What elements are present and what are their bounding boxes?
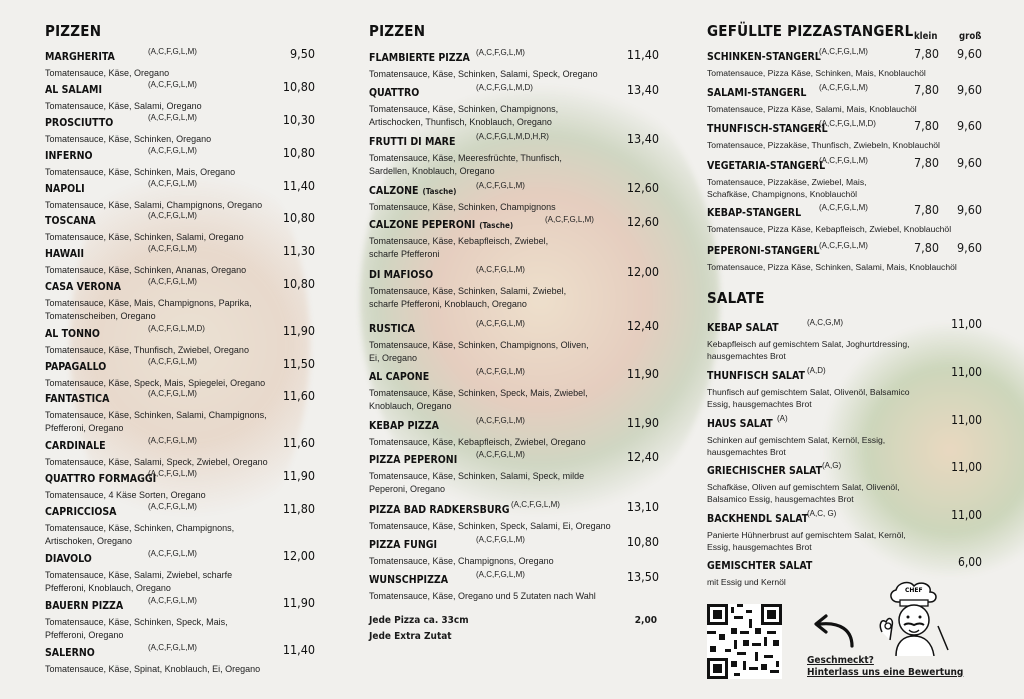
item-allergens: (A,C,F,G,L,M,D) [819, 119, 876, 128]
item-description: Tomatensauce, Käse, Schinken, Champignons, Artischoken, Oregano [45, 523, 235, 546]
item-price-large: 9,60 [957, 202, 983, 217]
item-description: Tomatensauce, Käse, Mais, Champignons, Paprika, Tomatenscheiben, Oregano [45, 298, 252, 321]
item-description: Tomatensauce, Käse, Schinken, Speck, Salami, Ei, Oregano [369, 521, 611, 531]
item-price: 10,80 [626, 534, 659, 549]
menu-item [45, 80, 315, 113]
item-description: Tomatensauce, Käse, Salami, Oregano [45, 101, 202, 111]
menu-item [45, 244, 315, 277]
item-price: 10,80 [282, 145, 315, 160]
item-name: BACKHENDL SALAT [707, 513, 809, 525]
item-price: 10,30 [282, 112, 315, 127]
curved-arrow-icon [812, 612, 856, 648]
item-name: GEMISCHTER SALAT [707, 560, 813, 572]
menu-item [45, 389, 315, 435]
item-allergens: (A,C, G) [807, 509, 837, 518]
item-price: 12,60 [626, 214, 659, 229]
item-name: INFERNO [45, 150, 93, 162]
item-name: QUATTRO [369, 87, 420, 99]
item-allergens: (A,C,F,G,L,M) [148, 549, 197, 558]
item-price: 11,00 [951, 508, 982, 522]
item-description: Tomatensauce, Käse, Schinken, Salami, Zwiebel, scharfe Pfefferoni, Knoblauch, Oregano [369, 286, 567, 309]
item-allergens: (A,C,F,G,L,M,D,H,R) [476, 132, 549, 141]
chef-icon [868, 580, 958, 656]
item-name: FLAMBIERTE PIZZA [369, 52, 470, 64]
menu-item [707, 83, 982, 115]
item-allergens: (A,C,F,G,L,M) [819, 83, 868, 92]
item-name: AL TONNO [45, 328, 100, 340]
item-price: 6,00 [957, 555, 982, 569]
item-price: 11,50 [282, 356, 315, 371]
section-title-pizzen: PIZZEN [45, 22, 102, 40]
item-name: NAPOLI [45, 183, 85, 195]
item-description: Tomatensauce, Käse, Schinken, Champignons, Artischocken, Thunfisch, Knoblauch, Oregano [369, 104, 559, 127]
menu-item [369, 83, 659, 129]
item-name: PIZZA PEPERONI [369, 454, 458, 466]
item-name: DI MAFIOSO [369, 269, 434, 281]
item-tag: (Tasche) [479, 221, 514, 230]
item-name: PROSCIUTTO [45, 117, 114, 129]
item-name: AL CAPONE [369, 371, 430, 383]
item-name: CALZONE PEPERONI [369, 219, 476, 231]
menu-item [707, 366, 982, 410]
item-description: Tomatensauce, Käse, Schinken, Salami, Champignons, Pfefferoni, Oregano [45, 410, 267, 433]
item-price: 11,00 [951, 460, 982, 474]
menu-item [369, 500, 659, 533]
menu-item [707, 461, 982, 505]
item-description: Tomatensauce, Käse, Schinken, Champignons, Oliven, Ei, Oregano [369, 340, 589, 363]
item-allergens: (A,C,F,G,L,M) [545, 215, 594, 224]
item-price: 10,80 [282, 210, 315, 225]
item-name: MARGHERITA [45, 51, 115, 63]
review-line-2[interactable]: Hinterlass uns eine Bewertung [807, 667, 964, 678]
item-allergens: (A,C,F,G,L,M) [476, 181, 525, 190]
item-description: Tomatensauce, Pizza Käse, Schinken, Salami, Mais, Knoblauchöl [707, 262, 957, 272]
review-call-to-action[interactable] [807, 655, 963, 679]
item-price: 11,40 [626, 47, 659, 62]
section-title-pizzen-2: PIZZEN [369, 22, 426, 40]
item-price: 11,90 [282, 595, 315, 610]
item-description: Panierte Hühnerbrust auf gemischtem Salat, Kernöl, Essig, hausgemachtes Brot [707, 530, 906, 552]
menu-item [45, 211, 315, 244]
item-description: Tomatensauce, Käse, Schinken, Speck, Mais, Zwiebel, Knoblauch, Oregano [369, 388, 588, 411]
item-allergens: (A,C,F,G,L,M) [148, 596, 197, 605]
item-description: Tomatensauce, Käse, Kebapfleisch, Zwiebel, Oregano [369, 437, 586, 447]
item-allergens: (A,C,F,G,L,M) [476, 48, 525, 57]
item-description: Tomatensauce, Käse, Spinat, Knoblauch, Ei, Oregano [45, 664, 261, 674]
item-name: WUNSCHPIZZA [369, 574, 449, 586]
item-description: Tomatensauce, Käse, Speck, Mais, Spiegelei, Oregano [45, 378, 266, 388]
item-allergens: (A) [777, 414, 788, 423]
menu-item [369, 215, 659, 261]
item-description: Thunfisch auf gemischtem Salat, Olivenöl, Balsamico Essig, hausgemachtes Brot [707, 387, 910, 409]
item-price: 12,00 [626, 264, 659, 279]
item-allergens: (A,C,F,G,L,M) [148, 469, 197, 478]
note-pizza-size: Jede Pizza ca. 33cm [369, 615, 469, 626]
item-name: CALZONE [369, 185, 419, 197]
section-title-salate: SALATE [707, 289, 765, 307]
item-name: GRIECHISCHER SALAT [707, 465, 823, 477]
menu-item [45, 469, 315, 502]
item-description: Tomatensauce, Käse, Schinken, Ananas, Oregano [45, 265, 247, 275]
item-price-large: 9,60 [957, 82, 983, 97]
item-allergens: (A,C,F,G,L,M) [148, 436, 197, 445]
menu-item [707, 241, 982, 273]
menu-item [369, 416, 659, 449]
item-name: RUSTICA [369, 323, 415, 335]
menu-item [369, 265, 659, 311]
item-price-small: 7,80 [914, 46, 940, 61]
item-description: Tomatensauce, Pizza Käse, Kebapfleisch, Zwiebel, Knoblauchöl [707, 224, 952, 234]
item-description: Kebapfleisch auf gemischtem Salat, Joghurtdressing, hausgemachtes Brot [707, 339, 910, 361]
item-price: 9,50 [289, 46, 315, 61]
menu-item [45, 643, 315, 676]
menu-item [707, 203, 982, 235]
item-price-large: 9,60 [957, 240, 983, 255]
item-price-small: 7,80 [914, 240, 940, 255]
menu-item [369, 48, 659, 81]
menu-item [369, 570, 659, 603]
item-price: 13,10 [626, 499, 659, 514]
item-description: mit Essig und Kernöl [707, 577, 786, 587]
item-allergens: (A,C,F,G,L,M) [148, 146, 197, 155]
item-name: HAUS SALAT [707, 418, 773, 430]
item-name: HAWAII [45, 248, 85, 260]
item-allergens: (A,C,F,G,L,M) [476, 416, 525, 425]
item-description: Tomatensauce, Käse, Oregano und 5 Zutaten nach Wahl [369, 591, 596, 601]
menu-item [707, 318, 982, 362]
item-allergens: (A,C,F,G,L,M) [148, 389, 197, 398]
item-name: VEGETARIA-STANGERL [707, 160, 826, 172]
item-price: 11,40 [282, 178, 315, 193]
item-price: 10,80 [282, 79, 315, 94]
menu-item [707, 47, 982, 79]
item-description: Tomatensauce, Käse, Schinken, Oregano [45, 134, 212, 144]
item-price: 11,60 [282, 388, 315, 403]
item-name: PEPERONI-STANGERL [707, 245, 820, 257]
item-name: SALAMI-STANGERL [707, 87, 807, 99]
item-allergens: (A,C,F,G,L,M) [476, 450, 525, 459]
item-name: KEBAP SALAT [707, 322, 779, 334]
item-allergens: (A,C,F,G,L,M) [148, 244, 197, 253]
item-price: 11,90 [626, 415, 659, 430]
menu-item [369, 132, 659, 178]
menu-item [45, 436, 315, 469]
item-name: THUNFISCH SALAT [707, 370, 805, 382]
item-name: SALERNO [45, 647, 95, 659]
item-price-large: 9,60 [957, 46, 983, 61]
item-price-small: 7,80 [914, 155, 940, 170]
item-name: FANTASTICA [45, 393, 110, 405]
item-price: 13,40 [626, 82, 659, 97]
menu-item [369, 181, 659, 214]
item-name: KEBAP PIZZA [369, 420, 439, 432]
item-description: Tomatensauce, Käse, Schinken, Salami, Speck, milde Peperoni, Oregano [369, 471, 585, 494]
item-name: THUNFISCH-STANGERL [707, 123, 828, 135]
item-description: Tomatensauce, 4 Käse Sorten, Oregano [45, 490, 206, 500]
item-name: PIZZA FUNGI [369, 539, 438, 551]
item-price: 12,40 [626, 449, 659, 464]
item-allergens: (A,C,F,G,L,M) [148, 357, 197, 366]
menu-item [369, 367, 659, 413]
item-description: Schafkäse, Oliven auf gemischtem Salat, Olivenöl, Balsamico Essig, hausgemachtes Brot [707, 482, 900, 504]
menu-item [45, 179, 315, 212]
menu-item [707, 509, 982, 553]
item-allergens: (A,C,F,G,L,M) [819, 47, 868, 56]
item-description: Tomatensauce, Käse, Schinken, Mais, Oregano [45, 167, 236, 177]
item-name: SCHINKEN-STANGERL [707, 51, 821, 63]
menu-item [45, 357, 315, 390]
item-description: Tomatensauce, Käse, Salami, Champignons, Oregano [45, 200, 263, 210]
item-price: 11,00 [951, 365, 982, 379]
menu-item [45, 113, 315, 146]
item-name: KEBAP-STANGERL [707, 207, 802, 219]
item-name: CARDINALE [45, 440, 106, 452]
qr-code[interactable] [707, 604, 782, 679]
item-price: 11,90 [282, 323, 315, 338]
item-allergens: (A,C,F,G,L,M) [148, 47, 197, 56]
menu-item [707, 119, 982, 151]
item-price: 11,90 [282, 468, 315, 483]
item-name: PAPAGALLO [45, 361, 107, 373]
item-allergens: (A,C,F,G,L,M) [148, 113, 197, 122]
item-allergens: (A,C,F,G,L,M) [148, 277, 197, 286]
item-description: Tomatensauce, Käse, Schinken, Speck, Mais, Pfefferoni, Oregano [45, 617, 228, 640]
item-price-small: 7,80 [914, 82, 940, 97]
item-allergens: (A,C,F,G,L,M) [476, 265, 525, 274]
item-allergens: (A,C,F,G,L,M) [148, 211, 197, 220]
item-allergens: (A,D) [807, 366, 826, 375]
item-description: Tomatensauce, Pizza Käse, Schinken, Mais, Knoblauchöl [707, 68, 926, 78]
item-allergens: (A,C,G,M) [807, 318, 843, 327]
item-name: PIZZA BAD RADKERSBURG [369, 504, 510, 516]
item-price: 11,00 [951, 317, 982, 331]
item-description: Tomatensauce, Käse, Champignons, Oregano [369, 556, 554, 566]
item-description: Tomatensauce, Käse, Thunfisch, Zwiebel, Oregano [45, 345, 249, 355]
item-name: DIAVOLO [45, 553, 92, 565]
item-name: TOSCANA [45, 215, 96, 227]
item-description: Tomatensauce, Käse, Schinken, Salami, Speck, Oregano [369, 69, 598, 79]
item-description: Tomatensauce, Käse, Salami, Speck, Zwiebel, Oregano [45, 457, 268, 467]
item-allergens: (A,G) [822, 461, 842, 470]
menu-item [45, 47, 315, 80]
size-label-small: klein [914, 31, 938, 42]
item-name: FRUTTI DI MARE [369, 136, 456, 148]
item-description: Tomatensauce, Käse, Salami, Zwiebel, scharfe Pfefferoni, Knoblauch, Oregano [45, 570, 233, 593]
item-allergens: (A,C,F,G,L,M) [476, 535, 525, 544]
item-price: 12,60 [626, 180, 659, 195]
item-price: 12,40 [626, 318, 659, 333]
item-description: Tomatensauce, Käse, Oregano [45, 68, 170, 78]
note-extra-ingredient: Jede Extra Zutat [369, 631, 452, 642]
item-name: AL SALAMI [45, 84, 102, 96]
item-description: Tomatensauce, Käse, Schinken, Salami, Oregano [45, 232, 244, 242]
item-description: Tomatensauce, Pizzakäse, Zwiebel, Mais, Schafkäse, Champignons, Knoblauchöl [707, 177, 867, 199]
item-allergens: (A,C,F,G,L,M) [148, 502, 197, 511]
item-price: 11,00 [951, 413, 982, 427]
item-tag: (Tasche) [422, 187, 457, 196]
item-price: 11,80 [282, 501, 315, 516]
item-description: Tomatensauce, Pizzakäse, Thunfisch, Zwiebeln, Knoblauchöl [707, 140, 940, 150]
chef-hat-text: CHEF [905, 587, 923, 594]
item-price: 11,90 [626, 366, 659, 381]
menu-item [45, 146, 315, 179]
item-allergens: (A,C,F,G,L,M) [476, 367, 525, 376]
size-label-large: groß [959, 31, 982, 42]
item-allergens: (A,C,F,G,L,M) [148, 80, 197, 89]
item-name: QUATTRO FORMAGGI [45, 473, 157, 485]
menu-item [369, 319, 659, 365]
item-description: Tomatensauce, Pizza Käse, Salami, Mais, Knoblauchöl [707, 104, 917, 114]
item-allergens: (A,C,F,G,L,M) [819, 241, 868, 250]
item-price: 11,60 [282, 435, 315, 450]
item-price: 11,40 [282, 642, 315, 657]
section-title-stangerl: GEFÜLLTE PIZZASTANGERL [707, 22, 914, 40]
item-price: 13,40 [626, 131, 659, 146]
item-name: CAPRICCIOSA [45, 506, 117, 518]
item-price-small: 7,80 [914, 202, 940, 217]
menu-item [369, 450, 659, 496]
item-allergens: (A,C,F,G,L,M) [819, 156, 868, 165]
item-price-small: 7,80 [914, 118, 940, 133]
item-price-large: 9,60 [957, 155, 983, 170]
item-price: 12,00 [282, 548, 315, 563]
item-allergens: (A,C,F,G,L,M) [476, 570, 525, 579]
item-allergens: (A,C,F,G,L,M,D) [476, 83, 533, 92]
item-allergens: (A,C,F,G,L,M) [148, 179, 197, 188]
menu-item [45, 502, 315, 548]
item-name: CASA VERONA [45, 281, 121, 293]
item-price: 11,30 [282, 243, 315, 258]
item-allergens: (A,C,F,G,L,M) [511, 500, 560, 509]
menu-item [45, 324, 315, 357]
item-allergens: (A,C,F,G,L,M) [476, 319, 525, 328]
item-allergens: (A,C,F,G,L,M) [819, 203, 868, 212]
item-description: Tomatensauce, Käse, Meeresfrüchte, Thunfisch, Sardellen, Knoblauch, Oregano [369, 153, 562, 176]
menu-item [45, 596, 315, 642]
item-description: Schinken auf gemischtem Salat, Kernöl, Essig, hausgemachtes Brot [707, 435, 886, 457]
item-price: 13,50 [626, 569, 659, 584]
note-extra-price: 2,00 [634, 615, 657, 626]
review-line-1[interactable]: Geschmeckt? [807, 655, 874, 666]
item-name: BAUERN PIZZA [45, 600, 124, 612]
item-allergens: (A,C,F,G,L,M) [148, 643, 197, 652]
menu-item [369, 535, 659, 568]
item-allergens: (A,C,F,G,L,M,D) [148, 324, 205, 333]
menu-item [707, 414, 982, 458]
item-description: Tomatensauce, Käse, Kebapfleisch, Zwiebel, scharfe Pfefferoni [369, 236, 549, 259]
item-description: Tomatensauce, Käse, Schinken, Champignons [369, 202, 556, 212]
menu-item [707, 156, 982, 200]
item-price-large: 9,60 [957, 118, 983, 133]
menu-item [45, 549, 315, 595]
item-price: 10,80 [282, 276, 315, 291]
menu-item [45, 277, 315, 323]
